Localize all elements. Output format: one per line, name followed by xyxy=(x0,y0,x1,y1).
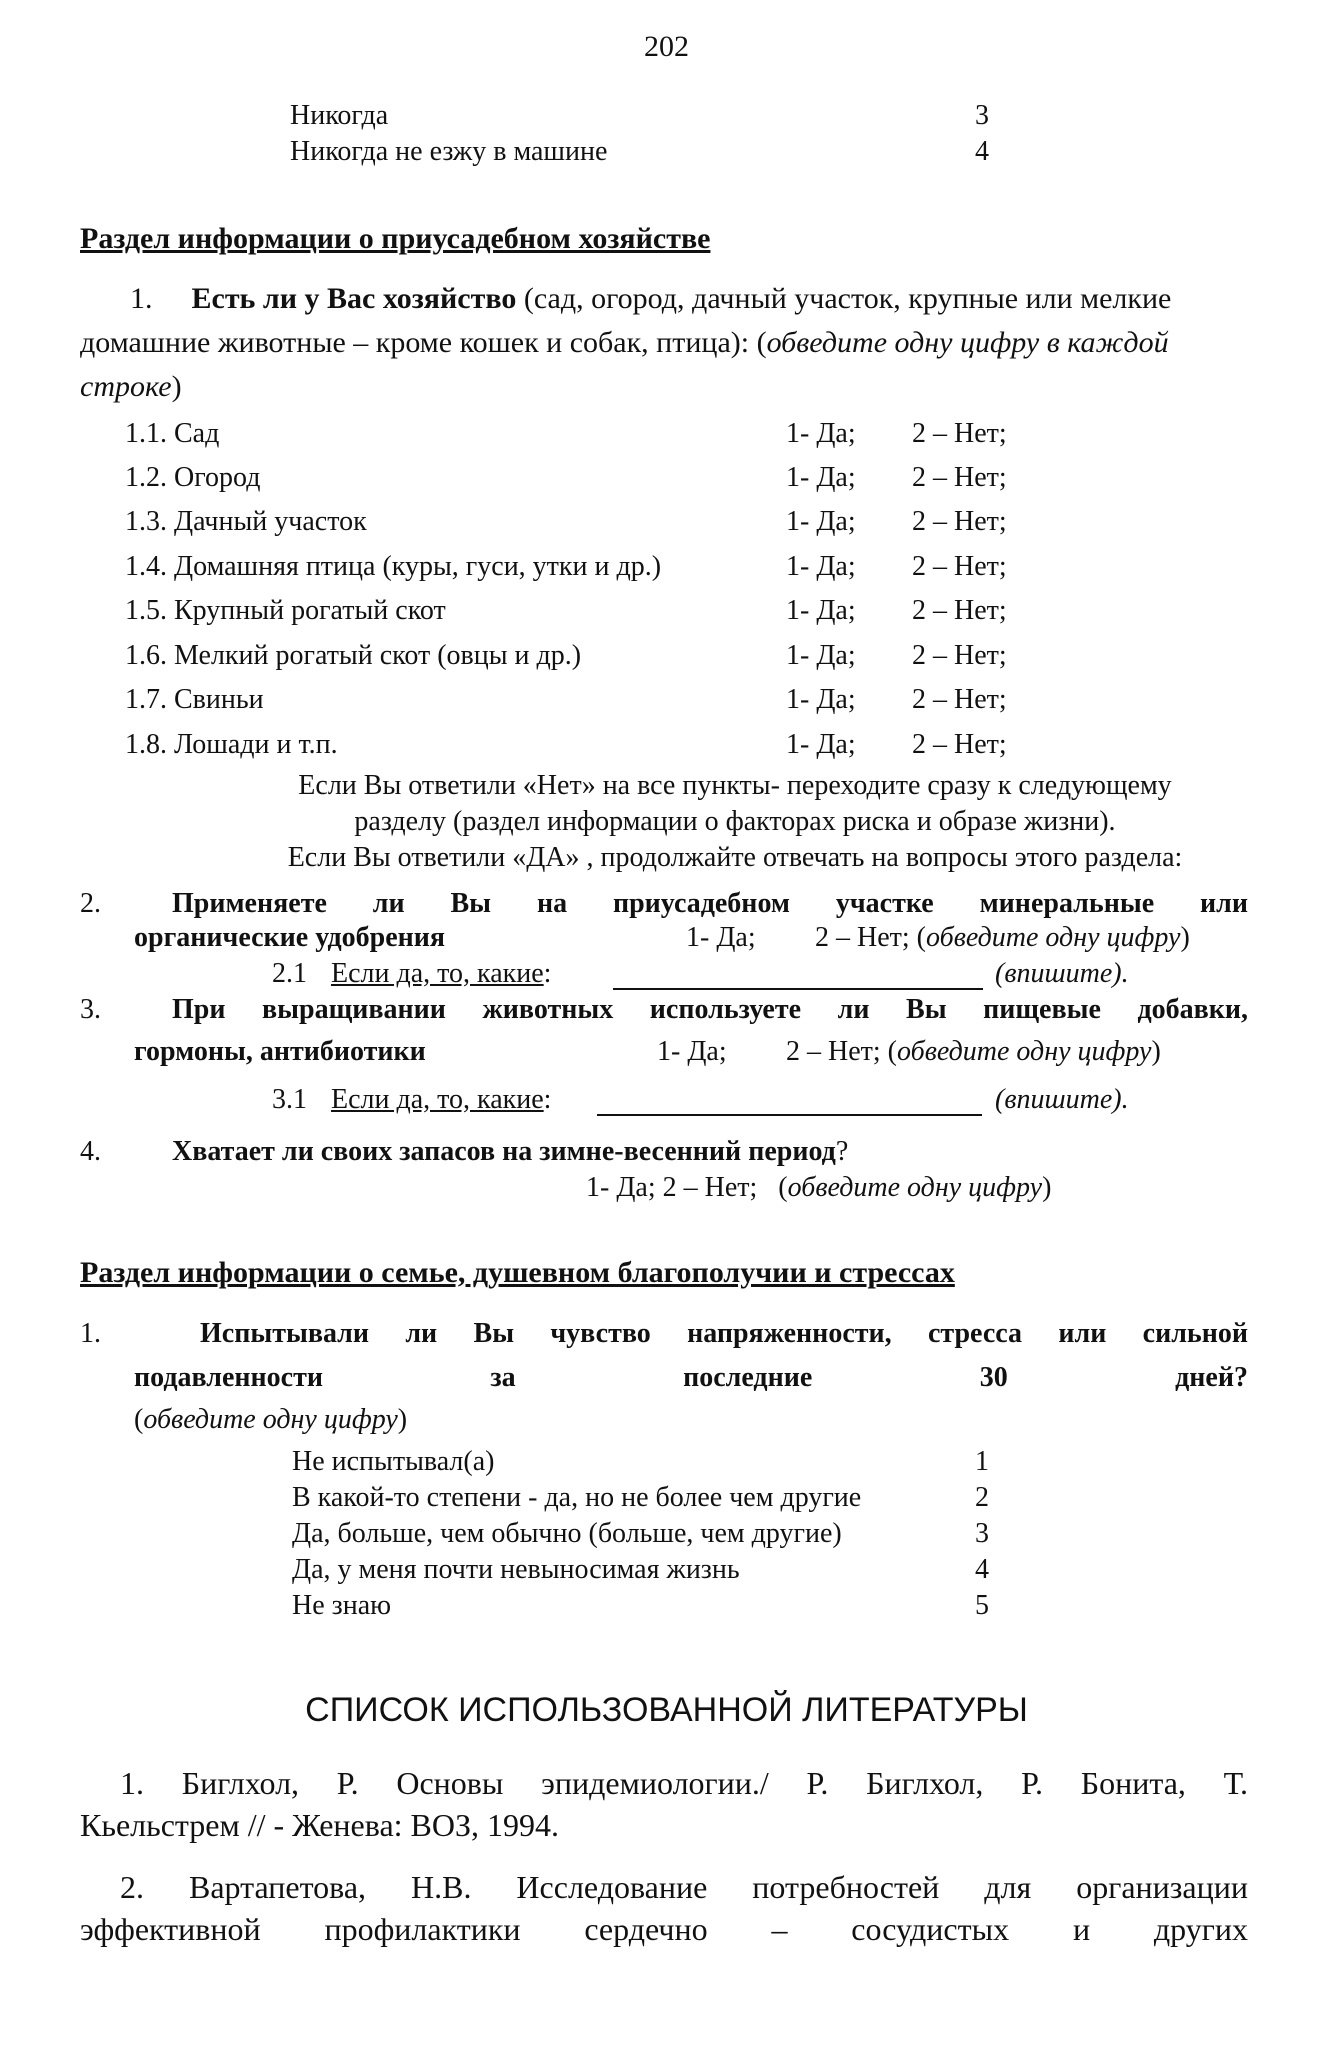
question-3-1 xyxy=(272,1084,551,1116)
household-item-label: 1.8. Лошади и т.п. xyxy=(125,729,338,760)
colon: : xyxy=(543,1084,552,1115)
question-text-rest: (сад, огород, дачный участок, крупные или мелкие xyxy=(516,282,1172,315)
household-item-label: 1.2. Огород xyxy=(125,462,261,493)
answer-yes-option[interactable]: 1- Да; xyxy=(786,462,856,493)
instruction-text: обведите одну цифру в каждой xyxy=(766,326,1169,359)
question-1-line-2 xyxy=(80,326,1169,360)
stress-option-label: Не знаю xyxy=(292,1590,392,1621)
closing-paren: ) xyxy=(1151,1036,1161,1067)
question-4-line-1 xyxy=(172,1136,848,1168)
stress-option-code[interactable]: 5 xyxy=(975,1590,989,1621)
references-title: СПИСОК ИСПОЛЬЗОВАННОЙ ЛИТЕРАТУРЫ xyxy=(305,1691,1028,1729)
closing-paren: ) xyxy=(1042,1172,1052,1203)
stress-option-code[interactable]: 3 xyxy=(975,1518,989,1549)
question-2-number: 2. xyxy=(80,888,101,919)
sub-number: 2.1 xyxy=(272,958,307,989)
sub-label: Если да, то, какие xyxy=(331,1084,544,1115)
answer-yes-option[interactable]: 1- Да; xyxy=(786,506,856,537)
question-text: Есть ли у Вас хозяйство xyxy=(191,282,517,315)
answer-no-text: 2 – Нет; ( xyxy=(815,922,926,953)
skip-note-line-3: Если Вы ответили «ДА» , продолжайте отвечать на вопросы этого раздела: xyxy=(287,842,1183,873)
question-1-line-1 xyxy=(130,282,1171,316)
skip-note-line-1: Если Вы ответили «Нет» на все пункты- переходите сразу к следующему xyxy=(298,770,1172,801)
answer-no-option[interactable]: 2 – Нет; xyxy=(912,640,1007,671)
closing-paren: ) xyxy=(397,1404,408,1435)
answer-yes-option[interactable]: 1- Да; xyxy=(786,418,856,449)
answer-no-option[interactable]: 2 – Нет; xyxy=(912,729,1007,760)
answer-options: 1- Да; 2 – Нет; ( xyxy=(586,1172,788,1203)
question-2-line-2: органические удобрения xyxy=(134,922,446,953)
instruction-text: обведите одну цифру xyxy=(897,1036,1152,1067)
question-3-line-1: При выращивании животных используете ли Вы пищевые добавки, xyxy=(172,994,1248,1025)
question-4-answers xyxy=(586,1172,1051,1204)
instruction-text: строке xyxy=(80,370,172,403)
answer-yes-option[interactable]: 1- Да; xyxy=(786,729,856,760)
question-s2-1-line-2: подавленности за последние 30 дней? xyxy=(134,1362,1248,1393)
question-2-line-1: Применяете ли Вы на приусадебном участке минеральные или xyxy=(172,888,1248,919)
stress-option-label: Да, у меня почти невыносимая жизнь xyxy=(292,1554,740,1585)
stress-option-code[interactable]: 4 xyxy=(975,1554,989,1585)
answer-yes-option[interactable]: 1- Да; xyxy=(786,640,856,671)
instruction-text: обведите одну цифру xyxy=(787,1172,1043,1203)
top-option-code: 4 xyxy=(975,136,989,167)
question-text: Хватает ли своих запасов на зимне-весенний период xyxy=(172,1136,836,1167)
section-heading-household: Раздел информации о приусадебном хозяйстве xyxy=(80,222,711,255)
household-item-label: 1.6. Мелкий рогатый скот (овцы и др.) xyxy=(125,640,582,671)
question-1-line-3 xyxy=(80,370,182,404)
reference-1-line-1: 1. Биглхол, Р. Основы эпидемиологии./ Р. Биглхол, Р. Бонита, Т. xyxy=(120,1765,1248,1801)
answer-no xyxy=(786,1036,1161,1068)
question-s2-1-line-1: Испытывали ли Вы чувство напряженности, стресса или сильной xyxy=(200,1318,1248,1349)
question-mark: ? xyxy=(835,1136,849,1167)
instruction-text: обведите одну цифру xyxy=(143,1404,398,1435)
instruction-text: обведите одну цифру xyxy=(926,922,1181,953)
page-number: 202 xyxy=(644,30,689,63)
colon: : xyxy=(543,958,552,989)
stress-option-label: Не испытывал(а) xyxy=(292,1446,495,1477)
reference-2-line-1: 2. Вартапетова, Н.В. Исследование потребностей для организации xyxy=(120,1869,1248,1905)
household-item-label: 1.1. Сад xyxy=(125,418,220,449)
stress-option-label: Да, больше, чем обычно (больше, чем другие) xyxy=(292,1518,842,1549)
sub-label: Если да, то, какие xyxy=(331,958,544,989)
household-item-label: 1.4. Домашняя птица (куры, гуси, утки и др.) xyxy=(125,551,662,582)
answer-no-option[interactable]: 2 – Нет; xyxy=(912,551,1007,582)
top-option-label: Никогда не езжу в машине xyxy=(290,136,608,167)
closing-paren: ) xyxy=(1180,922,1190,953)
question-3-number: 3. xyxy=(80,994,101,1025)
question-3-line-2: гормоны, антибиотики xyxy=(134,1036,426,1067)
open-paren: ( xyxy=(134,1404,144,1435)
answer-no-option[interactable]: 2 – Нет; xyxy=(912,462,1007,493)
answer-no-option[interactable]: 2 – Нет; xyxy=(912,595,1007,626)
question-s2-1-instruction xyxy=(134,1404,407,1436)
answer-yes-option[interactable]: 1- Да; xyxy=(786,595,856,626)
answer-no-text: 2 – Нет; ( xyxy=(786,1036,897,1067)
answer-yes: 1- Да; xyxy=(686,922,756,953)
question-text: домашние животные – кроме кошек и собак, птица): ( xyxy=(80,326,767,359)
top-option-code: 3 xyxy=(975,100,989,131)
stress-option-code[interactable]: 1 xyxy=(975,1446,989,1477)
reference-2-line-2: эффективной профилактики сердечно – сосудистых и других xyxy=(80,1911,1248,1947)
top-option-label: Никогда xyxy=(290,100,389,131)
stress-option-code[interactable]: 2 xyxy=(975,1482,989,1513)
question-2-1 xyxy=(272,958,551,990)
household-item-label: 1.3. Дачный участок xyxy=(125,506,367,537)
closing-paren: ) xyxy=(171,370,182,403)
answer-yes-option[interactable]: 1- Да; xyxy=(786,684,856,715)
household-item-label: 1.5. Крупный рогатый скот xyxy=(125,595,446,626)
answer-no xyxy=(815,922,1190,954)
write-in-instruction: (впишите). xyxy=(995,958,1129,989)
reference-1-line-2: Кьельстрем // - Женева: ВОЗ, 1994. xyxy=(80,1807,560,1843)
answer-yes-option[interactable]: 1- Да; xyxy=(786,551,856,582)
answer-yes: 1- Да; xyxy=(657,1036,727,1067)
question-s2-1-number: 1. xyxy=(80,1318,101,1349)
write-in-field-2-1[interactable] xyxy=(613,962,983,990)
question-4-number: 4. xyxy=(80,1136,101,1167)
question-number: 1. xyxy=(130,282,153,315)
answer-no-option[interactable]: 2 – Нет; xyxy=(912,506,1007,537)
household-item-label: 1.7. Свиньи xyxy=(125,684,264,715)
answer-no-option[interactable]: 2 – Нет; xyxy=(912,684,1007,715)
section-heading-family: Раздел информации о семье, душевном благополучии и стрессах xyxy=(80,1256,955,1289)
write-in-field-3-1[interactable] xyxy=(597,1088,982,1116)
stress-option-label: В какой-то степени - да, но не более чем другие xyxy=(292,1482,862,1513)
answer-no-option[interactable]: 2 – Нет; xyxy=(912,418,1007,449)
write-in-instruction: (впишите). xyxy=(995,1084,1129,1115)
skip-note-line-2: разделу (раздел информации о факторах риска и образе жизни). xyxy=(354,806,1116,837)
sub-number: 3.1 xyxy=(272,1084,307,1115)
